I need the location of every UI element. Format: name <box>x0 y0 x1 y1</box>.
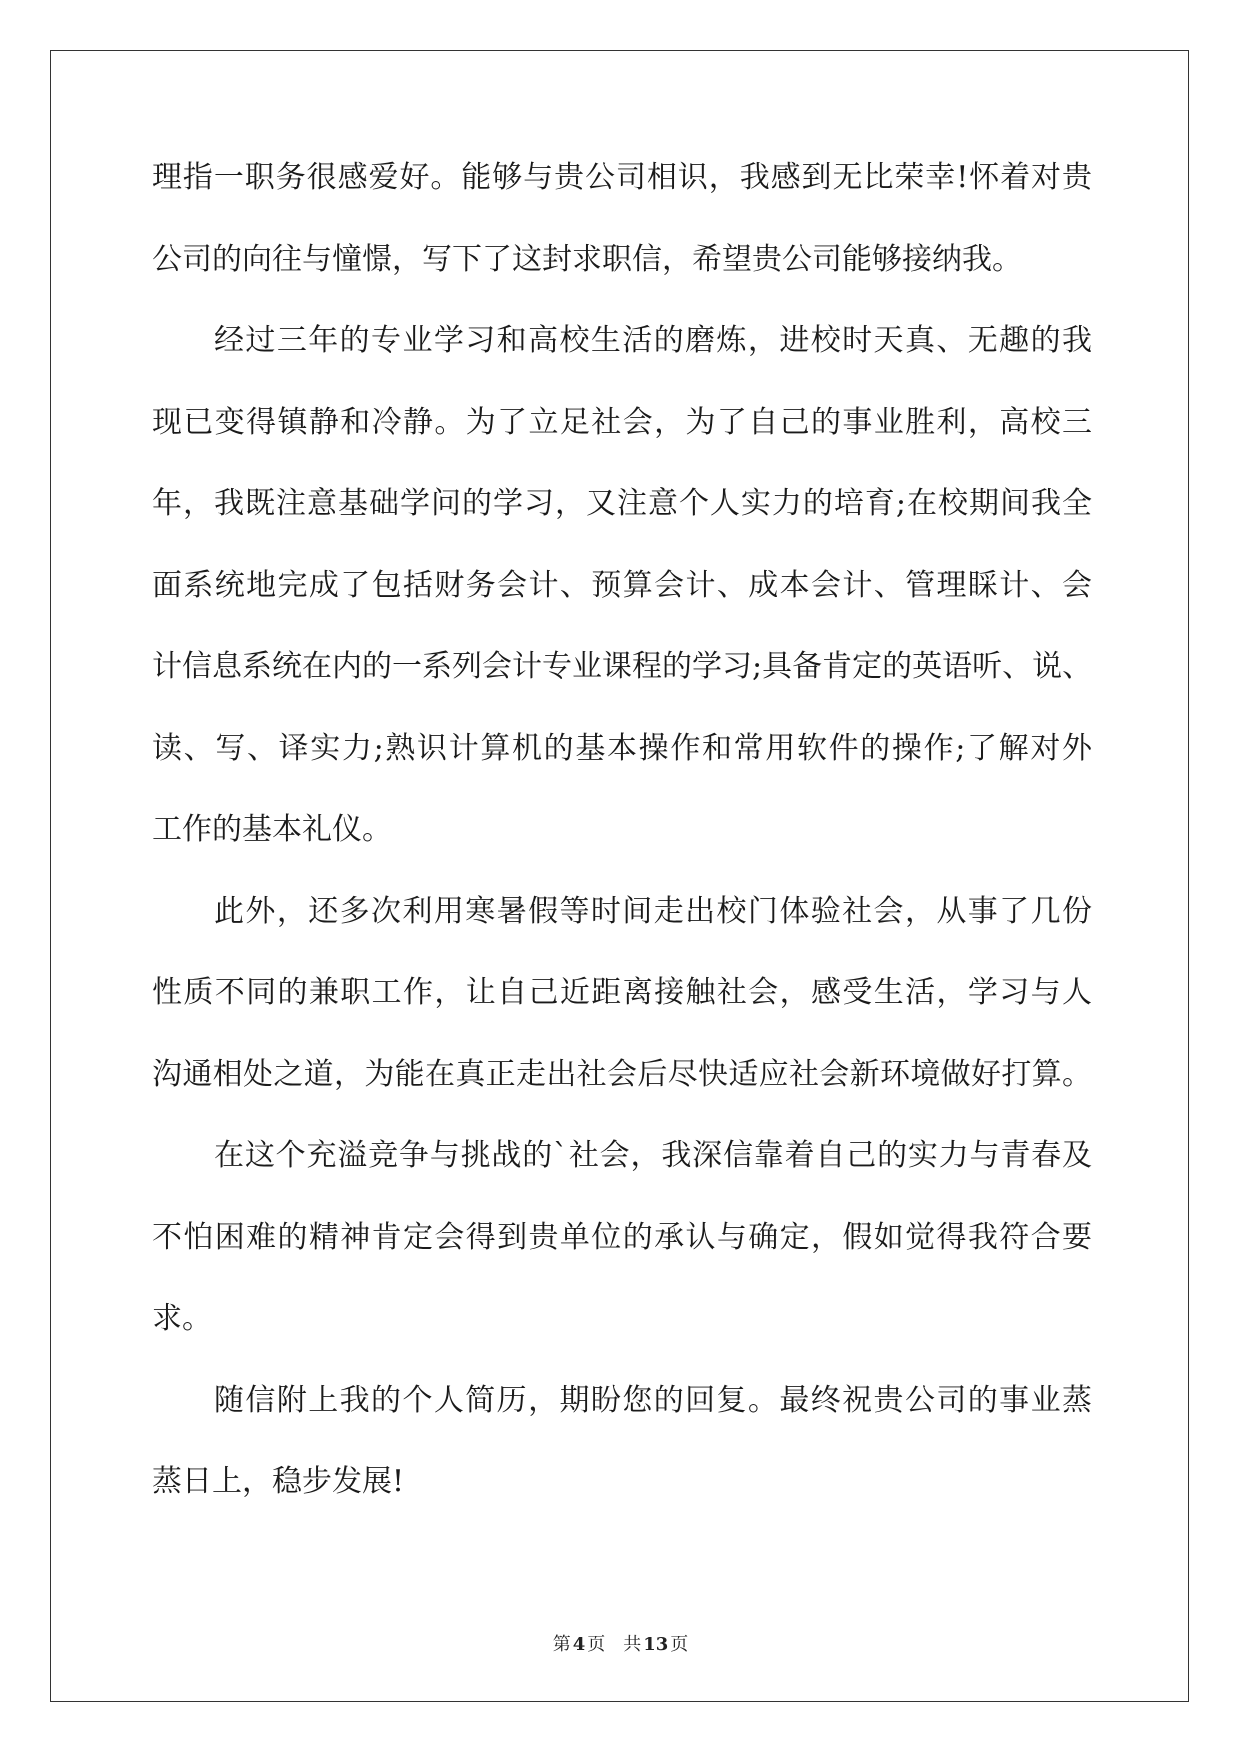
text-line: 求。 <box>152 1301 212 1336</box>
total-prefix: 共 <box>623 1634 642 1655</box>
text-line: 经过三年的专业学习和高校生活的磨炼，进校时天真、无趣的我 <box>214 323 1092 358</box>
text-line: 公司的向往与憧憬，写下了这封求职信，希望贵公司能够接纳我。 <box>152 241 1022 277</box>
page-prefix: 第 <box>552 1634 571 1655</box>
page-footer <box>0 1630 1241 1656</box>
text-line: 随信附上我的个人简历，期盼您的回复。最终祝贵公司的事业蒸 <box>214 1382 1092 1418</box>
text-line: 此外，还多次利用寒暑假等时间走出校门体验社会，从事了几份 <box>214 893 1092 929</box>
text-line: 沟通相处之道，为能在真正走出社会后尽快适应社会新环境做好打算。 <box>152 1056 1092 1092</box>
text-line: 理指一职务很感爱好。能够与贵公司相识，我感到无比荣幸!怀着对贵 <box>152 160 1092 195</box>
text-line: 计信息系统在内的一系列会计专业课程的学习;具备肯定的英语听、说、 <box>152 649 1093 684</box>
text-line: 蒸日上，稳步发展! <box>152 1464 405 1499</box>
text-line: 在这个充溢竞争与挑战的`社会，我深信靠着自己的实力与青春及 <box>214 1138 1092 1173</box>
page-suffix: 页 <box>587 1634 606 1655</box>
text-line: 现已变得镇静和冷静。为了立足社会，为了自己的事业胜利，高校三 <box>152 404 1092 440</box>
text-line: 不怕困难的精神肯定会得到贵单位的承认与确定，假如觉得我符合要 <box>152 1219 1092 1255</box>
text-line: 读、写、译实力;熟识计算机的基本操作和常用软件的操作;了解对外 <box>152 730 1092 766</box>
total-suffix: 页 <box>670 1634 689 1655</box>
total-pages: 13 <box>643 1634 669 1655</box>
page-number: 4 <box>572 1634 586 1655</box>
letter-body <box>152 160 1093 1549</box>
text-line: 年，我既注意基础学问的学习，又注意个人实力的培育;在校期间我全 <box>152 486 1092 521</box>
text-line: 面系统地完成了包括财务会计、预算会计、成本会计、管理睬计、会 <box>152 567 1092 603</box>
text-line: 工作的基本礼仪。 <box>152 812 392 847</box>
text-line: 性质不同的兼职工作，让自己近距离接触社会，感受生活，学习与人 <box>152 975 1092 1010</box>
